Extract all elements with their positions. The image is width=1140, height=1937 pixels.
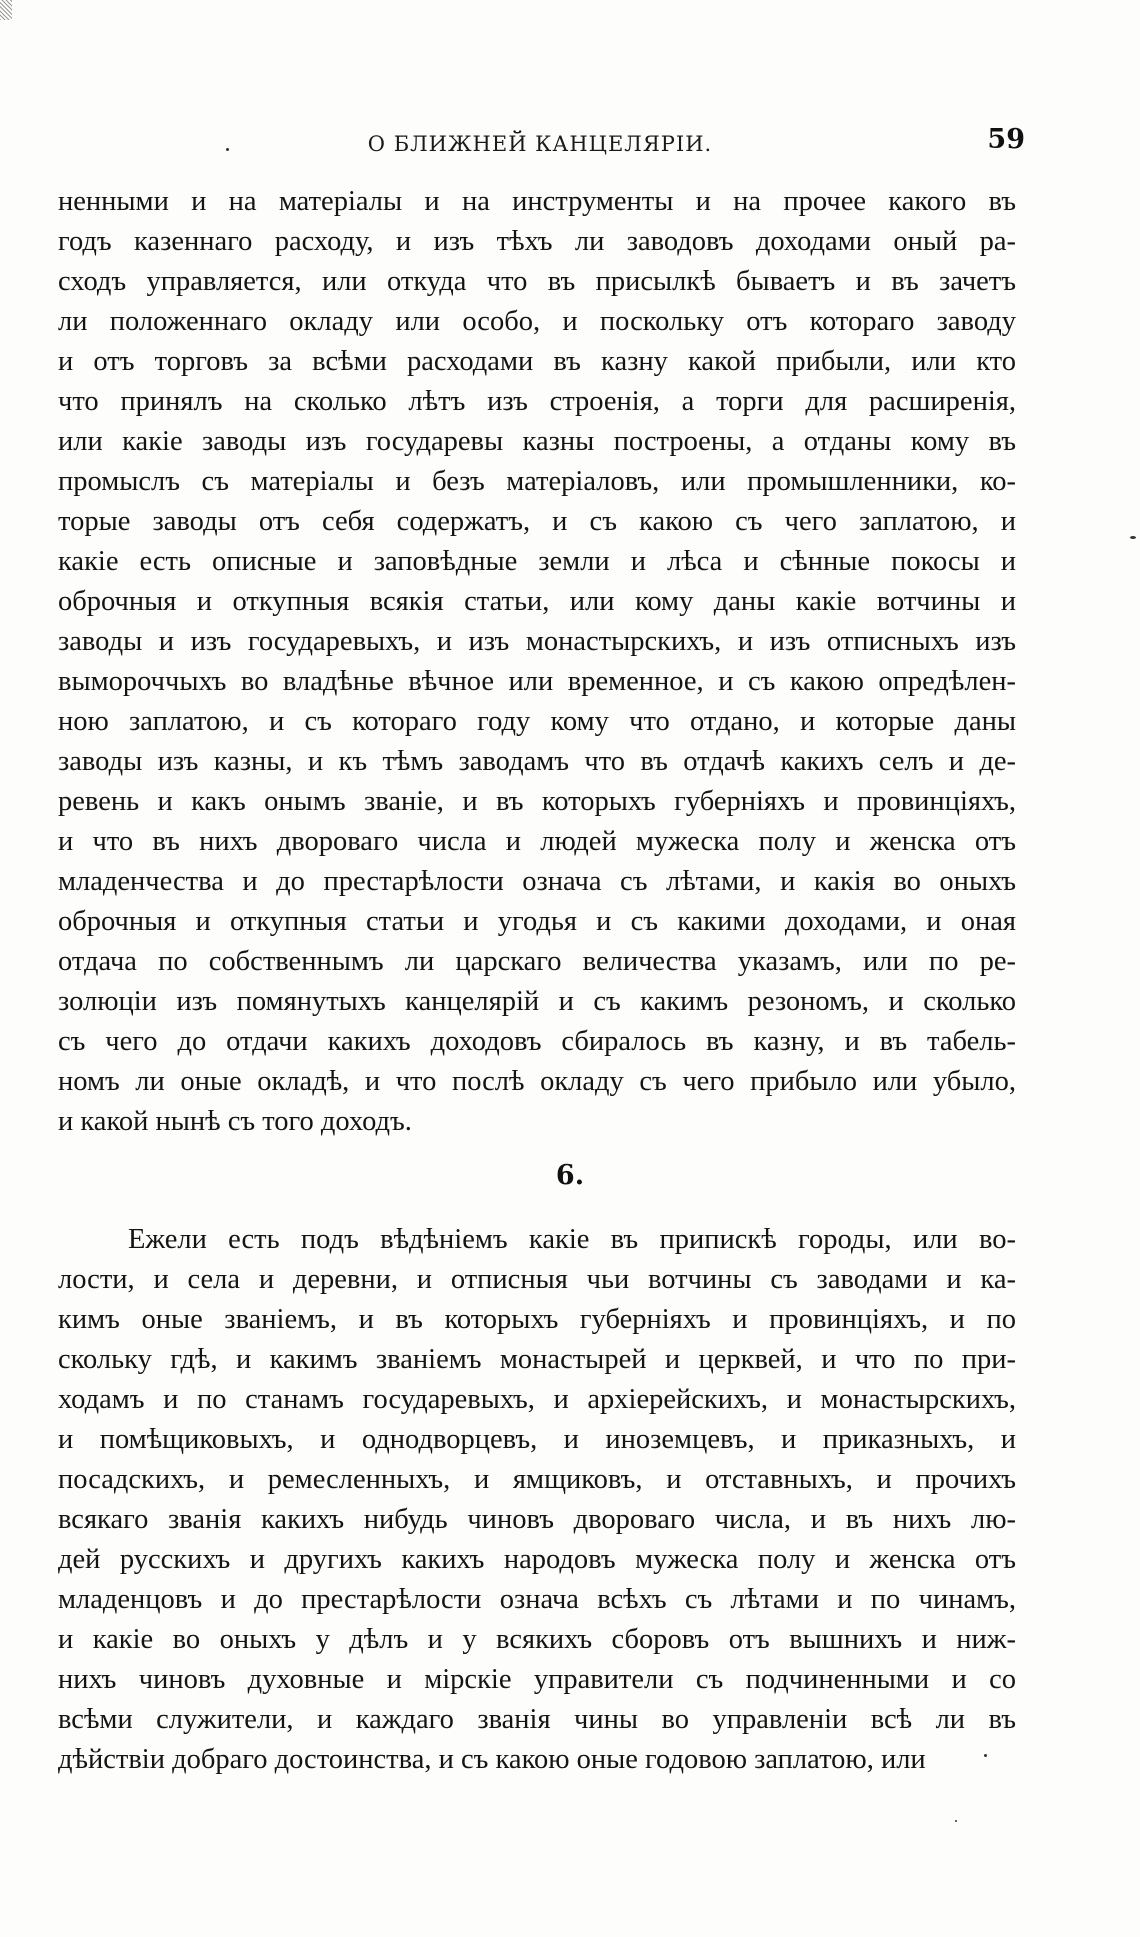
text-line: кимъ оные званіемъ, и въ которыхъ губерніяхъ и провинціяхъ, и по (58, 1304, 1016, 1335)
text-line: что принялъ на сколько лѣтъ изъ строенія, а торги для расширенія, (58, 386, 1016, 417)
text-line: ною заплатою, и съ котораго году кому что отдано, и которые даны (58, 706, 1016, 737)
running-title: О БЛИЖНЕЙ КАНЦЕЛЯРІИ. (367, 132, 713, 156)
text-line: всѣми служители, и каждаго званія чины во управленіи всѣ ли въ (58, 1704, 1016, 1735)
text-line: вымороччыхъ во владѣнье вѣчное или временное, и съ какою опредѣлен- (58, 666, 1016, 697)
text-line: годъ казеннаго расходу, и изъ тѣхъ ли заводовъ доходами оный ра- (58, 226, 1016, 257)
text-line: ревень и какъ онымъ званіе, и въ которыхъ губерніяхъ и провинціяхъ, (58, 786, 1016, 817)
text-line: промыслъ съ матеріалы и безъ матеріаловъ, или промышленники, ко- (58, 466, 1016, 497)
text-line: младенчества и до престарѣлости означа съ лѣтами, и какія во оныхъ (58, 866, 1016, 897)
text-line: и помѣщиковыхъ, и однодворцевъ, и иноземцевъ, и приказныхъ, и (58, 1424, 1016, 1455)
text-line: всякаго званія какихъ нибудь чиновъ двороваго числа, и въ нихъ лю- (58, 1504, 1016, 1535)
text-line: дей русскихъ и другихъ какихъ народовъ мужеска полу и женска отъ (58, 1544, 1016, 1575)
text-line: ли положеннаго окладу или особо, и поскольку отъ котораго заводу (58, 306, 1016, 337)
scan-artifact (0, 0, 12, 20)
page-number: 59 (987, 124, 1025, 155)
text-line: какіе есть описные и заповѣдные земли и лѣса и сѣнные покосы и (58, 546, 1016, 577)
text-line: и отъ торговъ за всѣми расходами въ казну какой прибыли, или кто (58, 346, 1016, 377)
text-line: ходамъ и по станамъ государевыхъ, и архіерейскихъ, и монастырскихъ, (58, 1384, 1016, 1415)
running-header (60, 124, 1025, 160)
text-line: и какой нынѣ съ того доходъ. (58, 1106, 412, 1137)
text-line: и что въ нихъ двороваго числа и людей мужеска полу и женска отъ (58, 826, 1016, 857)
text-line: торые заводы отъ себя содержатъ, и съ какою съ чего заплатою, и (58, 506, 1016, 537)
text-line: или какіе заводы изъ государевы казны построены, а отданы кому въ (58, 426, 1016, 457)
ink-speck (984, 1754, 987, 1757)
text-line: сходъ управляется, или откуда что въ присылкѣ бываетъ и въ зачетъ (58, 266, 1016, 297)
text-line: съ чего до отдачи какихъ доходовъ сбиралось въ казну, и въ табель- (58, 1026, 1016, 1057)
text-line: и какіе во оныхъ у дѣлъ и у всякихъ сборовъ отъ вышнихъ и ниж- (58, 1624, 1016, 1655)
section-number: 6. (555, 1160, 585, 1191)
text-line: оброчныя и откупныя статьи и угодья и съ какими доходами, и оная (58, 906, 1016, 937)
ink-speck (1130, 536, 1136, 539)
paragraph-section-6 (58, 1220, 1016, 1780)
text-line: золюціи изъ помянутыхъ канцелярій и съ какимъ резономъ, и сколько (58, 986, 1016, 1017)
text-line: дѣйствіи добраго достоинства, и съ какою оные годовою заплатою, или (58, 1744, 926, 1775)
ink-speck (226, 148, 229, 151)
text-line: нихъ чиновъ духовные и мірскіе управители съ подчиненными и со (58, 1664, 1016, 1695)
text-line: лости, и села и деревни, и отписныя чьи вотчины съ заводами и ка- (58, 1264, 1016, 1295)
text-line: ненными и на матеріалы и на инструменты и на прочее какого въ (58, 186, 1016, 217)
text-line: заводы и изъ государевыхъ, и изъ монастырскихъ, и изъ отписныхъ изъ (58, 626, 1016, 657)
ink-speck (955, 1820, 957, 1822)
text-line: посадскихъ, и ремесленныхъ, и ямщиковъ, и отставныхъ, и прочихъ (58, 1464, 1016, 1495)
text-line: младенцовъ и до престарѣлости означа всѣхъ съ лѣтами и по чинамъ, (58, 1584, 1016, 1615)
text-line: номъ ли оные окладѣ, и что послѣ окладу съ чего прибыло или убыло, (58, 1066, 1016, 1097)
text-line: Ежели есть подъ вѣдѣніемъ какіе въ припискѣ городы, или во- (128, 1224, 1016, 1255)
text-line: оброчныя и откупныя всякія статьи, или кому даны какіе вотчины и (58, 586, 1016, 617)
text-line: скольку гдѣ, и какимъ званіемъ монастырей и церквей, и что по при- (58, 1344, 1016, 1375)
paragraph-continued (58, 182, 1016, 1142)
text-line: заводы изъ казны, и къ тѣмъ заводамъ что въ отдачѣ какихъ селъ и де- (58, 746, 1016, 777)
text-line: отдача по собственнымъ ли царскаго величества указамъ, или по ре- (58, 946, 1016, 977)
